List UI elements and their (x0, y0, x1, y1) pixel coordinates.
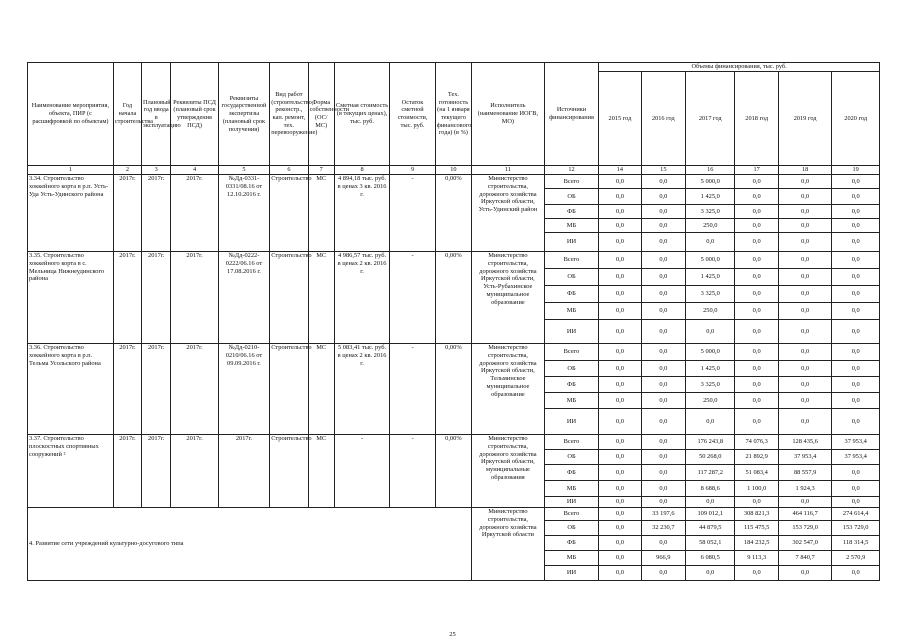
header-work-type: Вид работ (строительство, реконстр., кап. ремонт, тех. перевооружение) (270, 63, 308, 166)
funding-value: 2 570,9 (832, 551, 880, 566)
funding-value: 0,0 (735, 497, 778, 508)
executor: Министерство строительства, дорожного хозяйства Иркутской области, муниципальные образования (472, 435, 545, 508)
funding-source: ОБ (544, 361, 599, 377)
estimated-cost: 5 083,41 тыс. руб. в ценах 2 кв. 2016 г. (334, 344, 390, 435)
funding-value: 0,0 (778, 175, 832, 189)
table-row (28, 175, 880, 189)
funding-source: ОБ (544, 189, 599, 205)
funding-value: 0,0 (599, 481, 641, 497)
header-year: 2015 год (599, 72, 641, 166)
start-year: 2017г. (113, 175, 141, 252)
funding-source: ОБ (544, 269, 599, 286)
funding-value: 0,0 (599, 344, 641, 361)
funding-value: 0,0 (735, 393, 778, 409)
funding-value: 0,0 (599, 205, 641, 219)
funding-value: 274 614,4 (832, 508, 880, 521)
document-page (27, 62, 880, 581)
funding-value: 0,0 (599, 497, 641, 508)
funding-value: 0,0 (641, 219, 685, 233)
header-year: 2020 год (832, 72, 880, 166)
funding-value: 0,0 (832, 269, 880, 286)
funding-value: 109 012,1 (686, 508, 735, 521)
funding-source: МБ (544, 481, 599, 497)
funding-value: 0,0 (778, 205, 832, 219)
start-year: 2017г. (113, 252, 141, 344)
header-commission-year: Плановый год ввода в эксплуатацию (142, 63, 171, 166)
funding-value: 0,0 (599, 286, 641, 303)
funding-value: 1 425,0 (686, 189, 735, 205)
funding-value: 33 197,6 (641, 508, 685, 521)
funding-source: Всего (544, 344, 599, 361)
funding-source: ОБ (544, 450, 599, 465)
funding-value: 966,9 (641, 551, 685, 566)
funding-value: 0,0 (832, 393, 880, 409)
funding-value: 1 425,0 (686, 269, 735, 286)
funding-value: 0,0 (641, 465, 685, 481)
executor: Министерство строительства, дорожного хозяйства Иркутской области, Усть-Удинский район (472, 175, 545, 252)
funding-value: 0,0 (832, 377, 880, 393)
funding-value: 0,0 (641, 497, 685, 508)
psd-date: 2017г. (171, 252, 218, 344)
funding-value: 88 557,9 (778, 465, 832, 481)
remaining-cost: - (390, 344, 435, 435)
funding-value: 3 325,0 (686, 205, 735, 219)
funding-value: 1 100,0 (735, 481, 778, 497)
funding-value: 0,0 (735, 189, 778, 205)
funding-value: 0,0 (641, 320, 685, 344)
funding-value: 0,0 (832, 286, 880, 303)
ownership-form: МС (308, 435, 334, 508)
column-number: 17 (735, 166, 778, 175)
header-funding-title: Объемы финансирования, тыс. руб. (599, 63, 880, 72)
start-year: 2017г. (113, 435, 141, 508)
funding-value: 0,0 (832, 252, 880, 269)
start-year: 2017г. (113, 344, 141, 435)
column-number: 12 (544, 166, 599, 175)
object-name: 3.35. Строительство хоккейного корта в с. Мельница Нижнеудинского района (28, 252, 114, 344)
funding-value: 0,0 (778, 286, 832, 303)
psd-date: 2017г. (171, 175, 218, 252)
section-row (28, 508, 880, 521)
header-year: 2017 год (686, 72, 735, 166)
column-number: 9 (390, 166, 435, 175)
ownership-form: МС (308, 252, 334, 344)
object-name: 3.36. Строительство хоккейного корта в р.п. Тельма Усольского района (28, 344, 114, 435)
funding-value: 37 953,4 (832, 435, 880, 450)
funding-value: 3 325,0 (686, 286, 735, 303)
readiness: 0,00% (435, 435, 471, 508)
funding-table (27, 62, 880, 581)
funding-value: 0,0 (641, 435, 685, 450)
funding-value: 0,0 (641, 175, 685, 189)
funding-value: 0,0 (735, 233, 778, 252)
page-number: 25 (449, 631, 456, 638)
funding-value: 0,0 (641, 252, 685, 269)
funding-value: 0,0 (832, 219, 880, 233)
column-number: 6 (270, 166, 308, 175)
funding-value: 0,0 (686, 566, 735, 581)
funding-value: 0,0 (778, 252, 832, 269)
column-number: 18 (778, 166, 832, 175)
funding-value: 250,0 (686, 393, 735, 409)
column-number: 19 (832, 166, 880, 175)
funding-value: 5 000,0 (686, 344, 735, 361)
expertise-details: 2017г. (218, 435, 269, 508)
funding-value: 0,0 (641, 536, 685, 551)
funding-value: 464 116,7 (778, 508, 832, 521)
funding-value: 0,0 (599, 566, 641, 581)
funding-value: 0,0 (686, 233, 735, 252)
funding-value: 50 268,0 (686, 450, 735, 465)
header-year: 2016 год (641, 72, 685, 166)
funding-value: 0,0 (641, 269, 685, 286)
table-row (28, 435, 880, 450)
work-type: Строительство (270, 435, 308, 508)
object-name: 3.34. Строительство хоккейного корта в р.п. Усть-Уда Усть-Удинского района (28, 175, 114, 252)
column-number: 3 (142, 166, 171, 175)
funding-value: 302 547,0 (778, 536, 832, 551)
funding-value: 1 924,3 (778, 481, 832, 497)
readiness: 0,00% (435, 252, 471, 344)
funding-value: 0,0 (778, 344, 832, 361)
funding-source: ИИ (544, 566, 599, 581)
funding-value: 0,0 (832, 233, 880, 252)
funding-value: 117 287,2 (686, 465, 735, 481)
funding-value: 0,0 (778, 303, 832, 320)
funding-value: 1 425,0 (686, 361, 735, 377)
funding-value: 0,0 (832, 344, 880, 361)
header-start-year: Год начала строительства (113, 63, 141, 166)
funding-value: 0,0 (832, 566, 880, 581)
funding-value: 115 475,5 (735, 521, 778, 536)
funding-value: 3 325,0 (686, 377, 735, 393)
remaining-cost: - (390, 252, 435, 344)
table-row (28, 252, 880, 269)
column-number: 7 (308, 166, 334, 175)
funding-value: 0,0 (641, 205, 685, 219)
funding-value: 0,0 (599, 361, 641, 377)
header-ownership: Форма собственности (ОС/МС) (308, 63, 334, 166)
column-number: 15 (641, 166, 685, 175)
header-remaining-cost: Остаток сметной стоимости, тыс. руб. (390, 63, 435, 166)
funding-value: 0,0 (641, 361, 685, 377)
section-executor: Министерство строительства, дорожного хозяйства Иркутской области (472, 508, 545, 581)
funding-value: 0,0 (599, 536, 641, 551)
funding-value: 0,0 (735, 252, 778, 269)
funding-value: 37 953,4 (778, 450, 832, 465)
funding-source: ОБ (544, 521, 599, 536)
header-funding-source: Источники финансирования (544, 63, 599, 166)
funding-value: 0,0 (641, 377, 685, 393)
funding-value: 0,0 (599, 393, 641, 409)
funding-value: 0,0 (686, 320, 735, 344)
funding-value: 0,0 (735, 269, 778, 286)
funding-value: 308 821,3 (735, 508, 778, 521)
header-readiness: Тех. готовность (на 1 января текущего финансового года) (в %) (435, 63, 471, 166)
funding-source: Всего (544, 175, 599, 189)
funding-source: Всего (544, 252, 599, 269)
funding-value: 0,0 (778, 269, 832, 286)
funding-source: ФБ (544, 205, 599, 219)
work-type: Строительство (270, 252, 308, 344)
commission-year: 2017г. (142, 175, 171, 252)
funding-source: ФБ (544, 465, 599, 481)
column-number: 2 (113, 166, 141, 175)
funding-value: 0,0 (735, 566, 778, 581)
funding-source: Всего (544, 435, 599, 450)
estimated-cost: 4 986,57 тыс. руб. в ценах 2 кв. 2016 г. (334, 252, 390, 344)
funding-source: ФБ (544, 536, 599, 551)
column-number-row (28, 166, 880, 175)
header-name: Наименование мероприятия, объекта, ПИР (с расшифровкой по объектам) (28, 63, 114, 166)
funding-value: 32 230,7 (641, 521, 685, 536)
funding-value: 0,0 (735, 219, 778, 233)
funding-value: 0,0 (735, 205, 778, 219)
funding-value: 7 840,7 (778, 551, 832, 566)
funding-source: МБ (544, 303, 599, 320)
column-number: 10 (435, 166, 471, 175)
funding-source: ФБ (544, 286, 599, 303)
funding-value: 5 000,0 (686, 252, 735, 269)
funding-value: 5 000,0 (686, 175, 735, 189)
commission-year: 2017г. (142, 435, 171, 508)
funding-value: 0,0 (599, 252, 641, 269)
funding-value: 0,0 (599, 219, 641, 233)
funding-value: 51 083,4 (735, 465, 778, 481)
funding-value: 0,0 (832, 205, 880, 219)
funding-source: МБ (544, 393, 599, 409)
funding-value: 176 243,8 (686, 435, 735, 450)
funding-source: ИИ (544, 409, 599, 435)
funding-value: 0,0 (735, 344, 778, 361)
funding-value: 250,0 (686, 219, 735, 233)
column-number: 11 (472, 166, 545, 175)
funding-value: 0,0 (641, 481, 685, 497)
funding-value: 9 113,3 (735, 551, 778, 566)
column-number: 14 (599, 166, 641, 175)
funding-value: 0,0 (686, 497, 735, 508)
funding-value: 74 076,3 (735, 435, 778, 450)
funding-value: 153 729,0 (778, 521, 832, 536)
funding-value: 0,0 (641, 303, 685, 320)
funding-value: 44 879,5 (686, 521, 735, 536)
funding-value: 0,0 (599, 465, 641, 481)
header-executor: Исполнитель (наименование ИОГВ, МО) (472, 63, 545, 166)
psd-date: 2017г. (171, 344, 218, 435)
funding-value: 0,0 (832, 465, 880, 481)
header-estimated-cost: Сметная стоимость (в текущих ценах), тыс. руб. (334, 63, 390, 166)
funding-value: 0,0 (599, 377, 641, 393)
funding-value: 0,0 (641, 450, 685, 465)
remaining-cost: - (390, 435, 435, 508)
funding-value: 153 729,0 (832, 521, 880, 536)
section-name: 4. Развитие сети учреждений культурно-досугового типа (28, 508, 472, 581)
ownership-form: МС (308, 344, 334, 435)
executor: Министерство строительства, дорожного хозяйства Иркутской области, Усть-Рубахинское муниципальное образование (472, 252, 545, 344)
funding-value: 0,0 (778, 377, 832, 393)
funding-value: 0,0 (735, 303, 778, 320)
funding-value: 6 080,5 (686, 551, 735, 566)
estimated-cost: - (334, 435, 390, 508)
funding-value: 58 052,1 (686, 536, 735, 551)
funding-value: 0,0 (599, 435, 641, 450)
funding-value: 0,0 (832, 361, 880, 377)
estimated-cost: 4 894,18 тыс. руб. в ценах 3 кв. 2016 г. (334, 175, 390, 252)
funding-value: 21 892,9 (735, 450, 778, 465)
executor: Министерство строительства, дорожного хозяйства Иркутской области, Тельминское муниципальное образование (472, 344, 545, 435)
column-number: 8 (334, 166, 390, 175)
funding-value: 0,0 (735, 320, 778, 344)
work-type: Строительство (270, 175, 308, 252)
funding-value: 0,0 (735, 377, 778, 393)
funding-value: 184 232,5 (735, 536, 778, 551)
funding-value: 0,0 (778, 393, 832, 409)
readiness: 0,00% (435, 344, 471, 435)
funding-value: 0,0 (641, 409, 685, 435)
funding-value: 37 953,4 (832, 450, 880, 465)
funding-value: 0,0 (599, 269, 641, 286)
funding-value: 0,0 (832, 497, 880, 508)
column-number: 1 (28, 166, 114, 175)
expertise-details: №Дд-0210-0210/06.16 от 09.09.2016 г. (218, 344, 269, 435)
remaining-cost: - (390, 175, 435, 252)
funding-value: 0,0 (599, 551, 641, 566)
header-expertise: Реквизиты государственной экспертизы (плановый срок получения) (218, 63, 269, 166)
object-name: 3.37. Строительство плоскостных спортивных сооружений ² (28, 435, 114, 508)
funding-source: ИИ (544, 320, 599, 344)
funding-value: 0,0 (832, 189, 880, 205)
funding-source: ФБ (544, 377, 599, 393)
funding-value: 0,0 (735, 286, 778, 303)
commission-year: 2017г. (142, 252, 171, 344)
funding-value: 0,0 (832, 320, 880, 344)
funding-value: 0,0 (778, 361, 832, 377)
funding-value: 250,0 (686, 303, 735, 320)
funding-value: 0,0 (599, 508, 641, 521)
funding-source: ИИ (544, 497, 599, 508)
funding-value: 0,0 (735, 361, 778, 377)
funding-value: 0,0 (641, 233, 685, 252)
funding-value: 0,0 (778, 497, 832, 508)
funding-value: 0,0 (599, 175, 641, 189)
funding-value: 0,0 (641, 566, 685, 581)
funding-value: 0,0 (641, 344, 685, 361)
funding-source: МБ (544, 219, 599, 233)
funding-value: 0,0 (778, 233, 832, 252)
funding-value: 0,0 (641, 189, 685, 205)
funding-value: 0,0 (778, 566, 832, 581)
funding-value: 0,0 (599, 303, 641, 320)
column-number: 4 (171, 166, 218, 175)
commission-year: 2017г. (142, 344, 171, 435)
funding-value: 0,0 (641, 393, 685, 409)
funding-value: 0,0 (599, 189, 641, 205)
table-row (28, 344, 880, 361)
funding-value: 0,0 (778, 409, 832, 435)
funding-value: 0,0 (735, 409, 778, 435)
funding-value: 0,0 (832, 409, 880, 435)
funding-value: 0,0 (599, 521, 641, 536)
psd-date: 2017г. (171, 435, 218, 508)
funding-value: 0,0 (735, 175, 778, 189)
funding-value: 0,0 (599, 320, 641, 344)
funding-value: 0,0 (599, 450, 641, 465)
funding-value: 0,0 (599, 409, 641, 435)
funding-value: 118 314,5 (832, 536, 880, 551)
work-type: Строительство (270, 344, 308, 435)
funding-value: 0,0 (778, 320, 832, 344)
funding-value: 0,0 (599, 233, 641, 252)
funding-value: 8 688,6 (686, 481, 735, 497)
ownership-form: МС (308, 175, 334, 252)
funding-source: МБ (544, 551, 599, 566)
column-number: 5 (218, 166, 269, 175)
header-year: 2019 год (778, 72, 832, 166)
funding-value: 0,0 (778, 189, 832, 205)
funding-value: 0,0 (832, 303, 880, 320)
funding-value: 0,0 (832, 481, 880, 497)
funding-source: ИИ (544, 233, 599, 252)
expertise-details: №Дд-0331-0331/08.16 от 12.10.2016 г. (218, 175, 269, 252)
funding-source: Всего (544, 508, 599, 521)
column-number: 16 (686, 166, 735, 175)
funding-value: 0,0 (641, 286, 685, 303)
funding-value: 0,0 (686, 409, 735, 435)
expertise-details: №Дд-0222-0222/06.16 от 17.08.2016 г. (218, 252, 269, 344)
header-psd: Реквизиты ПСД (плановый срок утверждения ПСД) (171, 63, 218, 166)
funding-value: 0,0 (832, 175, 880, 189)
readiness: 0,00% (435, 175, 471, 252)
funding-value: 128 435,6 (778, 435, 832, 450)
funding-value: 0,0 (778, 219, 832, 233)
header-year: 2018 год (735, 72, 778, 166)
